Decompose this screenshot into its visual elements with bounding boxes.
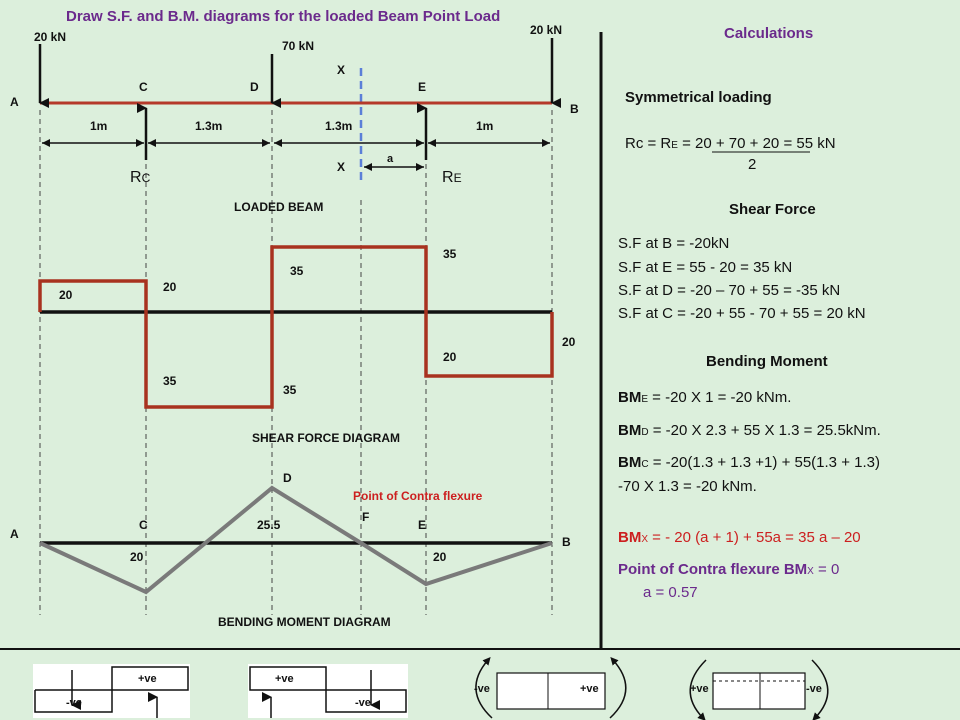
bm-e-line	[618, 389, 791, 406]
sfd-value-d-top: 35	[290, 264, 304, 278]
load-middle-label: 70 kN	[282, 39, 315, 53]
bm-x-rest: = - 20 (a + 1) + 55a = 35 a – 20	[648, 529, 861, 546]
point-c-label: C	[139, 80, 148, 94]
reaction-eq-pre: Rc = R	[625, 135, 672, 152]
bm-x-sub: X	[641, 534, 648, 545]
reaction-denominator: 2	[748, 156, 757, 173]
sfd-value-a: 20	[59, 288, 73, 302]
shear-heading: Shear Force	[729, 201, 816, 218]
guide-lines	[40, 110, 552, 615]
point-a-label: A	[10, 95, 19, 109]
pcf-pre: Point of Contra flexure	[618, 561, 784, 578]
reaction-c-main: R	[130, 169, 142, 186]
load-left-label: 20 kN	[34, 30, 67, 44]
sketch-4-pos: +ve	[690, 683, 709, 695]
bm-c-sub: C	[641, 459, 649, 470]
bm-x-line	[618, 529, 861, 546]
sfd-value-c-bottom: 35	[163, 374, 177, 388]
reaction-equation	[625, 135, 836, 152]
point-e-label: E	[418, 80, 427, 94]
sketch-1-pos: +ve	[138, 673, 157, 685]
sfd-value-e-top: 35	[443, 247, 457, 261]
bm-e-sub: E	[641, 394, 648, 405]
symmetrical-loading: Symmetrical loading	[625, 89, 772, 106]
bm-heading: Bending Moment	[706, 353, 828, 370]
bmd-value-e: 20	[433, 550, 447, 564]
reaction-c-label	[130, 169, 151, 186]
point-b-label: B	[570, 102, 579, 116]
sign-sketch-4	[690, 660, 828, 718]
point-d-label: D	[250, 80, 259, 94]
bm-d-sub: D	[641, 427, 649, 438]
sfd-label: SHEAR FORCE DIAGRAM	[252, 431, 401, 445]
sketch-1-neg: -ve	[66, 697, 82, 709]
sketch-2-pos: +ve	[275, 673, 294, 685]
dim-a-label: a	[387, 153, 394, 165]
sign-sketch-2	[248, 664, 408, 718]
sketch-2-bg	[248, 664, 408, 718]
bmd-point-b-label: B	[562, 535, 571, 549]
span-label-2: 1.3m	[195, 119, 223, 133]
bm-c-rest: = -20(1.3 + 1.3 +1) + 55(1.3 + 1.3)	[648, 454, 880, 471]
pcf-sub: X	[807, 566, 814, 577]
pcf-rest: = 0	[813, 561, 840, 578]
span-label-1: 1m	[90, 119, 108, 133]
calc-heading: Calculations	[724, 25, 814, 42]
shear-line-2: S.F at E = 55 - 20 = 35 kN	[618, 259, 793, 276]
sfd-value-d-bottom: 35	[283, 383, 297, 397]
span-label-4: 1m	[476, 119, 494, 133]
reaction-c-sub: C	[141, 171, 151, 185]
pcf-line	[618, 561, 839, 578]
bmd-value-c: 20	[130, 550, 144, 564]
sketch-2-neg: -ve	[355, 697, 371, 709]
bm-c-line	[618, 454, 880, 471]
bmd-point-f-label: F	[362, 510, 370, 524]
bm-d-line	[618, 422, 881, 439]
sfd-value-b: 20	[562, 335, 576, 349]
reaction-eq-sub: E	[671, 140, 678, 151]
bm-c-line-2: -70 X 1.3 = -20 kNm.	[618, 478, 757, 495]
span-dimensions	[42, 143, 550, 167]
bm-d-main: BM	[618, 422, 642, 439]
sfd-value-c-top: 20	[163, 280, 177, 294]
sign-sketch-1	[33, 664, 190, 718]
shear-line-4: S.F at C = -20 + 55 - 70 + 55 = 20 kN	[618, 305, 866, 322]
pcf-a-value: a = 0.57	[643, 584, 698, 601]
section-x-top-label: X	[337, 63, 346, 77]
sketch-3-curve-right	[610, 660, 626, 718]
loaded-beam-label: LOADED BEAM	[234, 200, 324, 214]
section-x-bottom-label: X	[337, 160, 346, 174]
bmd-point-a-label: A	[10, 527, 19, 541]
sign-sketch-3	[474, 660, 626, 718]
bmd-point-d-label: D	[283, 471, 292, 485]
reaction-e-label	[442, 169, 462, 186]
sketch-4-box	[713, 673, 805, 709]
reaction-eq-post: = 20 + 70 + 20 = 55 kN	[677, 135, 836, 152]
load-right-label: 20 kN	[530, 23, 563, 37]
bm-x-main: BM	[618, 529, 642, 546]
bmd-value-d: 25.5	[257, 518, 281, 532]
span-label-3: 1.3m	[325, 119, 353, 133]
sketch-4-neg: -ve	[806, 683, 822, 695]
sfd-value-e-bottom: 20	[443, 350, 457, 364]
diagram-title: Draw S.F. and B.M. diagrams for the loaded Beam Point Load	[66, 8, 501, 25]
shear-line-1: S.F at B = -20kN	[618, 235, 730, 252]
bmd-point-e-label: E	[418, 518, 427, 532]
bmd-label: BENDING MOMENT DIAGRAM	[218, 615, 391, 629]
bm-d-rest: = -20 X 2.3 + 55 X 1.3 = 25.5kNm.	[648, 422, 881, 439]
bmd-outline	[40, 488, 552, 592]
bm-e-rest: = -20 X 1 = -20 kNm.	[648, 389, 792, 406]
bm-c-main: BM	[618, 454, 642, 471]
sketch-3-neg: -ve	[474, 683, 490, 695]
reaction-e-sub: E	[453, 171, 462, 185]
reaction-e-main: R	[442, 169, 454, 186]
contra-flexure-label: Point of Contra flexure	[353, 489, 483, 503]
bm-e-main: BM	[618, 389, 642, 406]
sketch-3-pos: +ve	[580, 683, 599, 695]
bmd-point-c-label: C	[139, 518, 148, 532]
shear-line-3: S.F at D = -20 – 70 + 55 = -35 kN	[618, 282, 841, 299]
pcf-bm: BM	[783, 561, 808, 578]
